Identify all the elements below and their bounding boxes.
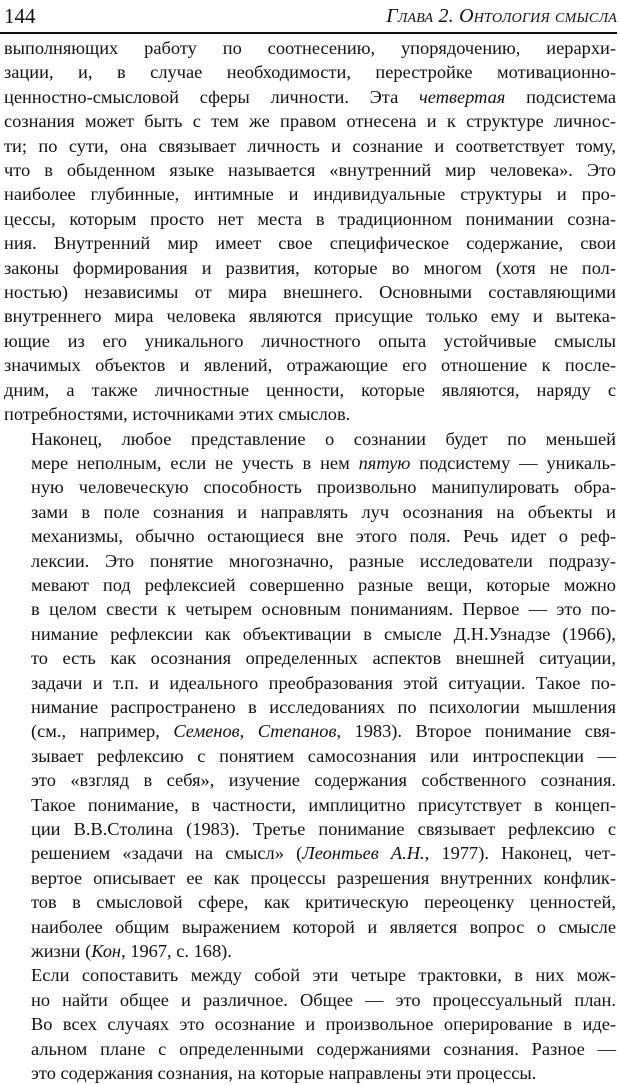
text-run: решением «задачи на смысл» ( [31, 843, 303, 864]
text-run: задачи и т.п. и идеального преобразования этой ситуации. Такое по- [31, 672, 616, 693]
text-run: внутреннего мира человека являются присущие только ему и вытека- [4, 306, 616, 327]
text-run: , 1983). Второе понимание свя- [336, 721, 616, 742]
text-run: ную человеческую способность произвольно манипулировать обра- [31, 477, 616, 498]
italic-text: Степанов [257, 721, 337, 742]
text-line [4, 915, 616, 939]
text-run: жизни ( [31, 941, 92, 962]
text-run: зывает рефлексию с понятием самосознания или интроспекции — [31, 745, 616, 766]
text-line [4, 1037, 616, 1061]
text-run: подсистему — уникаль- [410, 452, 616, 473]
text-line [4, 158, 616, 182]
text-run: законы формирования и развития, которые во многом (хотя не пол- [4, 257, 616, 278]
text-line [4, 304, 616, 328]
text-run: мевают под рефлексией совершенно разные вещи, которые можно [31, 574, 616, 595]
text-line [4, 427, 616, 451]
text-run: дним, а также личностные ценности, которые являются, наряду с [4, 379, 616, 400]
text-run: нимание рефлексии как объективации в смысле Д.Н.Узнадзе (1966), [31, 623, 616, 644]
text-run: , 1967, с. 168). [121, 941, 232, 962]
text-line [4, 378, 616, 402]
text-line [4, 719, 616, 743]
text-run: ценностно-смысловой сферы личности. Эта [4, 86, 419, 107]
text-line [4, 402, 616, 426]
page-header [4, 2, 617, 32]
text-run: то есть как осознания определенных аспектов внешней ситуации, [31, 648, 616, 669]
text-run: подсистема [505, 86, 616, 107]
text-run: тов в смысловой сфере, как критическую переоценку ценностей, [31, 892, 616, 913]
italic-text: Семенов [173, 721, 240, 742]
text-run: ностью) независимы от мира внешнего. Основными составляющими [4, 282, 616, 303]
text-line [4, 109, 616, 133]
text-line [4, 60, 616, 84]
text-line [4, 622, 616, 646]
text-run: но найти общее и различное. Общее — это процессуальный план. [31, 989, 616, 1010]
text-run: наиболее общим выражением которой и является вопрос о смысле [31, 916, 616, 937]
text-line [4, 573, 616, 597]
text-line [4, 671, 616, 695]
text-line [4, 793, 616, 817]
text-run: альном плане с определенными содержаниями сознания. Разное — [31, 1038, 616, 1059]
text-line [4, 85, 616, 109]
text-run: это «взгляд в себя», изучение содержания собственного сознания. [31, 770, 616, 791]
body-text [4, 36, 616, 1085]
text-run: мере неполным, если не учесть в нем [31, 452, 359, 473]
text-line [4, 134, 616, 158]
text-run: ти; по сути, она связывает личность и сознание и соответствует тому, [4, 135, 616, 156]
page-number: 144 [4, 4, 36, 28]
text-line [4, 182, 616, 206]
text-run: это содержания сознания, на которые направлены эти процессы. [31, 1063, 537, 1084]
text-run: ния. Внутренний мир имеет свое специфическое содержание, свои [4, 233, 616, 254]
text-run: зации, и, в случае необходимости, перестройке мотивационно- [4, 62, 616, 83]
text-line [4, 231, 616, 255]
text-run: цессы, которым просто нет места в традиционном понимании созна- [4, 208, 616, 229]
italic-text: пятую [358, 452, 411, 473]
text-run: значимых объектов и явлений, отражающие его отношение к после- [4, 355, 616, 376]
text-run: ющие из его уникального личностного опыта устойчивые смыслы [4, 330, 616, 351]
text-run: Если сопоставить между собой эти четыре трактовки, в них мож- [31, 965, 616, 986]
text-run: вертое описывает ее как процессы разрешения внутренних конфлик- [31, 867, 616, 888]
text-line [4, 256, 616, 280]
text-run: наиболее глубинные, интимные и индивидуальные структуры и про- [4, 184, 616, 205]
text-run: ции В.В.Столина (1983). Третье понимание связывает рефлексию с [31, 819, 616, 839]
text-line [4, 549, 616, 573]
text-line [4, 866, 616, 890]
paragraph [4, 36, 616, 427]
text-line [4, 36, 616, 60]
text-line [4, 1012, 616, 1036]
text-line [4, 768, 616, 792]
text-run: зами в поле сознания и направлять луч осознания на объекты и [31, 501, 616, 522]
text-run: что в обыденном языке называется «внутренний мир человека». Это [4, 160, 616, 181]
text-run: , [239, 721, 258, 742]
text-line [4, 1061, 616, 1085]
text-line [4, 353, 616, 377]
text-line [4, 963, 616, 987]
text-line [4, 280, 616, 304]
text-line [4, 817, 616, 841]
text-run: Такое понимание, в частности, имплицитно присутствует в концеп- [31, 794, 616, 815]
text-run: механизмы, обычно остающиеся вне этого поля. Речь идет о реф- [31, 526, 616, 547]
text-line [4, 890, 616, 914]
text-run: выполняющих работу по соотнесению, упорядочению, иерархи- [4, 38, 616, 58]
running-head: Глава 2. Онтология смысла [386, 5, 617, 27]
text-run: сознания может быть с тем же правом отнесена и к структуре личнос- [4, 111, 616, 132]
italic-text: четвертая [419, 86, 506, 107]
text-line [4, 329, 616, 353]
text-line [4, 646, 616, 670]
text-run: нимание распространено в исследованиях по психологии мышления [31, 696, 616, 717]
text-run: в целом свести к четырем основным пониманиям. Первое — это по- [31, 599, 616, 620]
text-line [4, 207, 616, 231]
text-line [4, 744, 616, 768]
text-run: потребностями, источниками этих смыслов. [4, 404, 351, 425]
text-line [4, 695, 616, 719]
text-line [4, 475, 616, 499]
text-run: (см., например, [31, 721, 174, 742]
text-line [4, 988, 616, 1012]
text-line [4, 451, 616, 475]
italic-text: Леонтьев А.Н. [302, 843, 425, 864]
text-line [4, 841, 616, 865]
text-line [4, 939, 616, 963]
text-run: Наконец, любое представление о сознании будет по меньшей [31, 428, 616, 449]
text-run: лексии. Это понятие многозначно, разные исследователи подразу- [31, 550, 616, 571]
text-line [4, 500, 616, 524]
italic-text: Кон [91, 941, 122, 962]
text-run: Во всех случаях это осознание и произвольное оперирование в иде- [31, 1014, 616, 1035]
paragraph [4, 427, 616, 964]
header-rule [0, 32, 617, 34]
paragraph [4, 963, 616, 1085]
text-run: , 1977). Наконец, чет- [424, 843, 616, 864]
text-line [4, 524, 616, 548]
text-line [4, 597, 616, 621]
